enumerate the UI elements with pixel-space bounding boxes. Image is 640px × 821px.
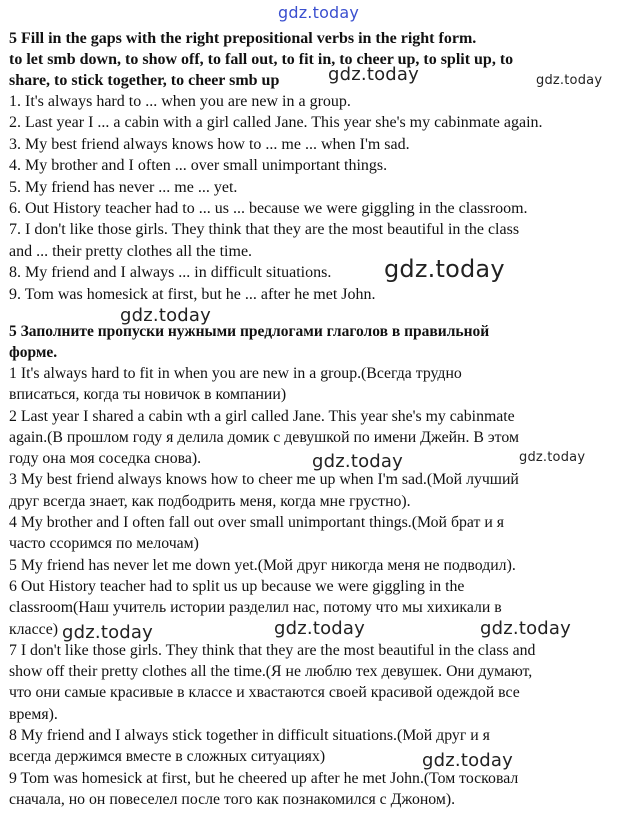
answer-item: 6 Out History teacher had to split us up because we were giggling in the [9, 577, 465, 595]
watermark: gdz.today [519, 450, 586, 465]
exercise-item: 3. My best friend always knows how to ... me ... when I'm sad. [9, 135, 410, 153]
watermark: gdz.today [312, 451, 404, 472]
answer-item: 5 My friend has never let me down yet.(Мой друг никогда меня не подводил). [9, 556, 516, 574]
exercise-item-continued: and ... their pretty clothes all the time. [9, 242, 253, 260]
watermark: gdz.today [384, 255, 505, 283]
exercise-item: 2. Last year I ... a cabin with a girl called Jane. This year she's my cabinmate again. [9, 114, 543, 132]
watermark: gdz.today [62, 622, 154, 643]
watermark: gdz.today [422, 750, 514, 771]
watermark: gdz.today [120, 305, 212, 326]
watermark: gdz.today [480, 618, 572, 639]
answers-title-line-2: форме. [9, 344, 58, 361]
exercise-item: 5. My friend has never ... me ... yet. [9, 178, 238, 196]
answer-item-continued: друг всегда знает, как подбодрить меня, когда мне грустно). [9, 492, 411, 510]
answer-item-continued: вписаться, когда ты новичок в компании) [9, 386, 287, 404]
answer-item-continued: classroom(Наш учитель истории разделил нас, потому что мы хихикали в [9, 599, 502, 617]
answer-item: 3 My best friend always knows how to cheer me up when I'm sad.(Мой лучший [9, 471, 519, 489]
exercise-item: 8. My friend and I always ... in difficult situations. [9, 264, 332, 282]
exercise-title: 5 Fill in the gaps with the right prepositional verbs in the right form. [9, 30, 477, 47]
answer-item: 1 It's always hard to fit in when you are new in a group.(Всегда трудно [9, 365, 462, 382]
answer-item-continued: часто ссоримся по мелочам) [9, 535, 199, 553]
answer-item-continued: всегда держимся вместе в сложных ситуациях) [9, 748, 326, 766]
answer-item-continued: классе) [9, 620, 59, 638]
exercise-item: 6. Out History teacher had to ... us ... because we were giggling in the classroom. [9, 200, 528, 218]
answer-item-continued: время). [9, 705, 58, 723]
exercise-item: 9. Tom was homesick at first, but he ... after he met John. [9, 285, 376, 303]
answer-item: 4 My brother and I often fall out over small unimportant things.(Мой брат и я [9, 514, 505, 532]
answer-item: 9 Tom was homesick at first, but he cheered up after he met John.(Том тосковал [9, 769, 519, 787]
answers-title-line-1: 5 Заполните пропуски нужными предлогами глаголов в правильной [9, 323, 490, 340]
watermark: gdz.today [536, 73, 603, 88]
exercise-section [9, 28, 634, 305]
answer-item: 7 I don't like those girls. They think that they are the most beautiful in the class and [9, 641, 536, 659]
answer-item: 2 Last year I shared a cabin wth a girl called Jane. This year she's my cabinmate [9, 407, 515, 425]
exercise-verbs-line-1: to let smb down, to show off, to fall out, to fit in, to cheer up, to split up, to [9, 51, 514, 68]
answers-section [9, 321, 634, 810]
answer-item-continued: show off their pretty clothes all the time.(Я не люблю тех девушек. Они думают, [9, 663, 533, 681]
watermark-top: gdz.today [278, 3, 360, 22]
answer-item-continued: году она моя соседка снова). [9, 450, 202, 468]
answer-item-continued: again.(В прошлом году я делила домик с девушкой по имени Джейн. В этом [9, 428, 519, 446]
exercise-item: 7. I don't like those girls. They think that they are the most beautiful in the class [9, 221, 520, 239]
exercise-item: 4. My brother and I often ... over small unimportant things. [9, 157, 388, 175]
exercise-item: 1. It's always hard to ... when you are new in a group. [9, 93, 351, 110]
answer-item-continued: что они самые красивые в классе и хвастаются своей красивой одеждой все [9, 684, 520, 702]
exercise-verbs-line-2: share, to stick together, to cheer smb up [9, 72, 280, 89]
watermark: gdz.today [274, 618, 366, 639]
answer-item-continued: сначала, но он повеселел после того как познакомился с Джоном). [9, 790, 456, 808]
watermark: gdz.today [328, 64, 420, 85]
answer-item: 8 My friend and I always stick together in difficult situations.(Мой друг и я [9, 727, 490, 745]
